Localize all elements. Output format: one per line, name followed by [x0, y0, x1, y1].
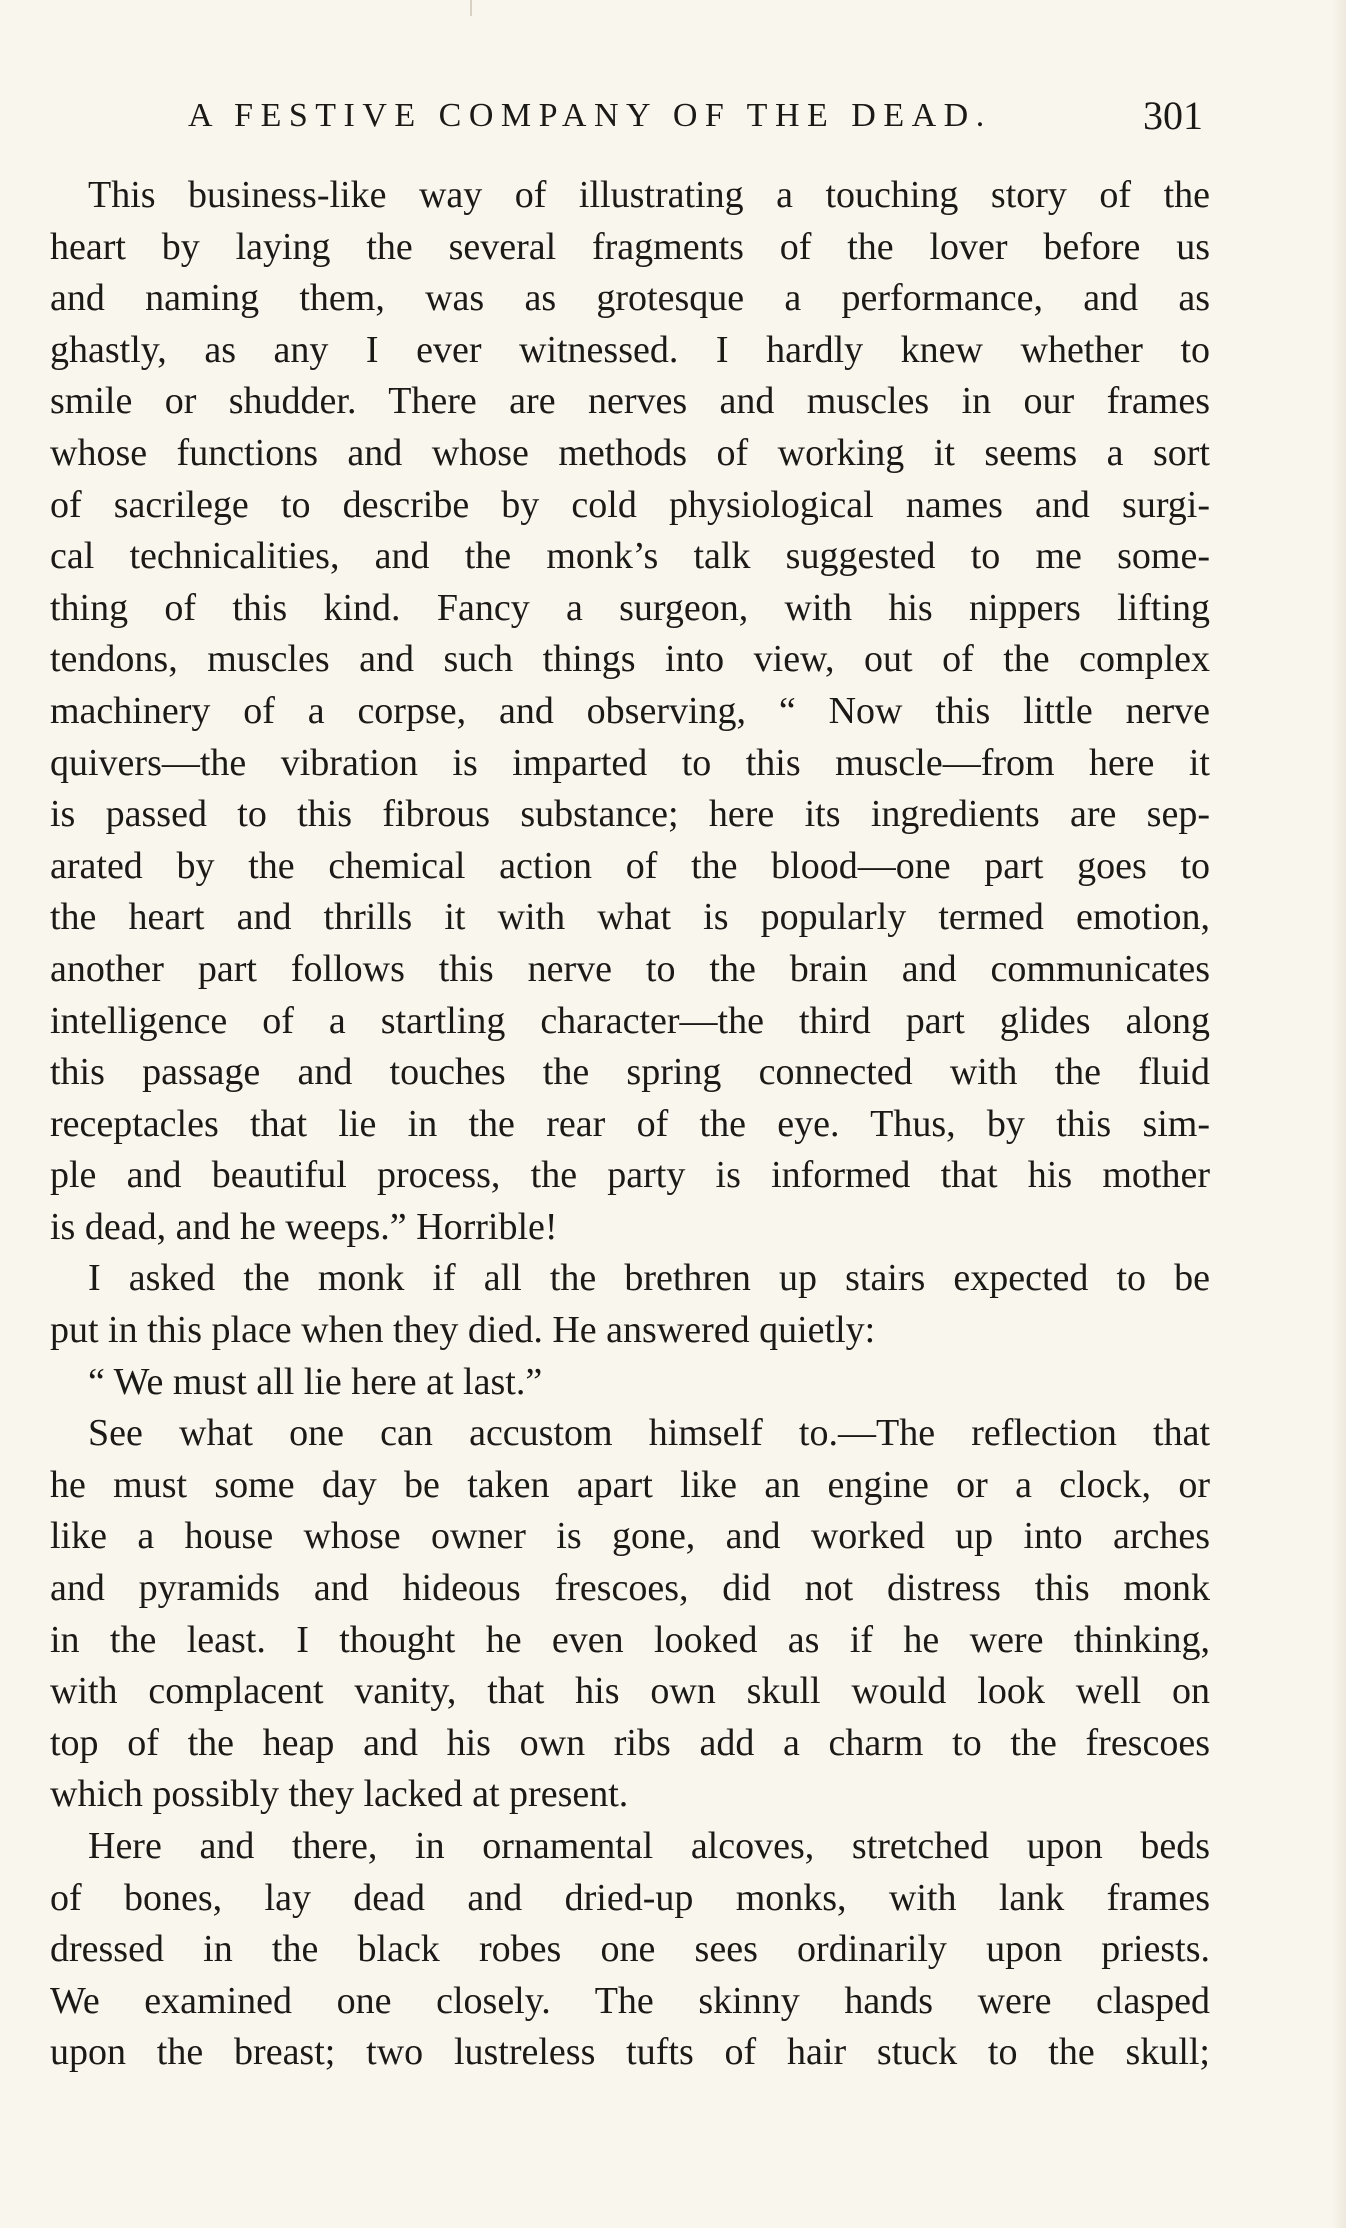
text-line: ghastly, as any I ever witnessed. I hardly knew whether to: [50, 328, 1210, 371]
text-line: this passage and touches the spring connected with the fluid: [50, 1051, 1210, 1094]
text-line: machinery of a corpse, and observing, “ Now this little nerve: [50, 689, 1210, 732]
text-line: is dead, and he weeps.” Horrible!: [50, 1205, 558, 1248]
gutter-mark: [470, 0, 472, 16]
text-line: thing of this kind. Fancy a surgeon, with his nippers lifting: [50, 586, 1210, 629]
text-line: cal technicalities, and the monk’s talk suggested to me some-: [50, 535, 1210, 578]
text-line: “ We must all lie here at last.”: [88, 1360, 543, 1403]
text-line: in the least. I thought he even looked as if he were thinking,: [50, 1618, 1210, 1661]
text-line: put in this place when they died. He answered quietly:: [50, 1309, 876, 1352]
text-line: which possibly they lacked at present.: [50, 1773, 629, 1816]
text-line: heart by laying the several fragments of the lover before us: [50, 225, 1210, 268]
page-number: 301: [1143, 93, 1203, 138]
text-line: Here and there, in ornamental alcoves, stretched upon beds: [88, 1825, 1210, 1867]
text-line: and pyramids and hideous frescoes, did not distress this monk: [50, 1567, 1210, 1610]
page-header: [188, 92, 1203, 140]
paper-edge: [1332, 0, 1346, 2228]
text-line: This business-like way of illustrating a touching story of the: [88, 174, 1210, 216]
text-line: ple and beautiful process, the party is informed that his mother: [50, 1154, 1210, 1197]
text-line: is passed to this fibrous substance; here its ingredients are sep-: [50, 793, 1210, 836]
text-line: intelligence of a startling character—the third part glides along: [50, 999, 1210, 1042]
text-line: I asked the monk if all the brethren up stairs expected to be: [88, 1257, 1210, 1300]
text-line: of bones, lay dead and dried-up monks, with lank frames: [50, 1876, 1210, 1919]
text-line: tendons, muscles and such things into view, out of the complex: [50, 638, 1210, 681]
text-line: another part follows this nerve to the brain and communicates: [50, 947, 1210, 990]
text-line: smile or shudder. There are nerves and muscles in our frames: [50, 380, 1210, 423]
text-line: of sacrilege to describe by cold physiological names and surgi-: [50, 483, 1210, 526]
text-line: receptacles that lie in the rear of the eye. Thus, by this sim-: [50, 1102, 1210, 1145]
text-line: he must some day be taken apart like an engine or a clock, or: [50, 1463, 1210, 1506]
text-line: whose functions and whose methods of working it seems a sort: [50, 431, 1210, 474]
body-text: [50, 170, 1210, 2079]
text-line: top of the heap and his own ribs add a charm to the frescoes: [50, 1721, 1210, 1764]
text-line: upon the breast; two lustreless tufts of hair stuck to the skull;: [50, 2031, 1210, 2074]
text-line: the heart and thrills it with what is popularly termed emotion,: [50, 896, 1210, 939]
text-line: and naming them, was as grotesque a performance, and as: [50, 277, 1210, 320]
text-line: like a house whose owner is gone, and worked up into arches: [50, 1515, 1210, 1558]
text-line: See what one can accustom himself to.—The reflection that: [88, 1412, 1210, 1455]
text-line: arated by the chemical action of the blood—one part goes to: [50, 844, 1210, 887]
text-line: We examined one closely. The skinny hands were clasped: [50, 1979, 1210, 2022]
text-line: with complacent vanity, that his own skull would look well on: [50, 1670, 1210, 1713]
text-line: quivers—the vibration is imparted to this muscle—from here it: [50, 741, 1210, 784]
text-line: dressed in the black robes one sees ordinarily upon priests.: [50, 1928, 1210, 1971]
running-head: A FESTIVE COMPANY OF THE DEAD.: [188, 97, 992, 134]
